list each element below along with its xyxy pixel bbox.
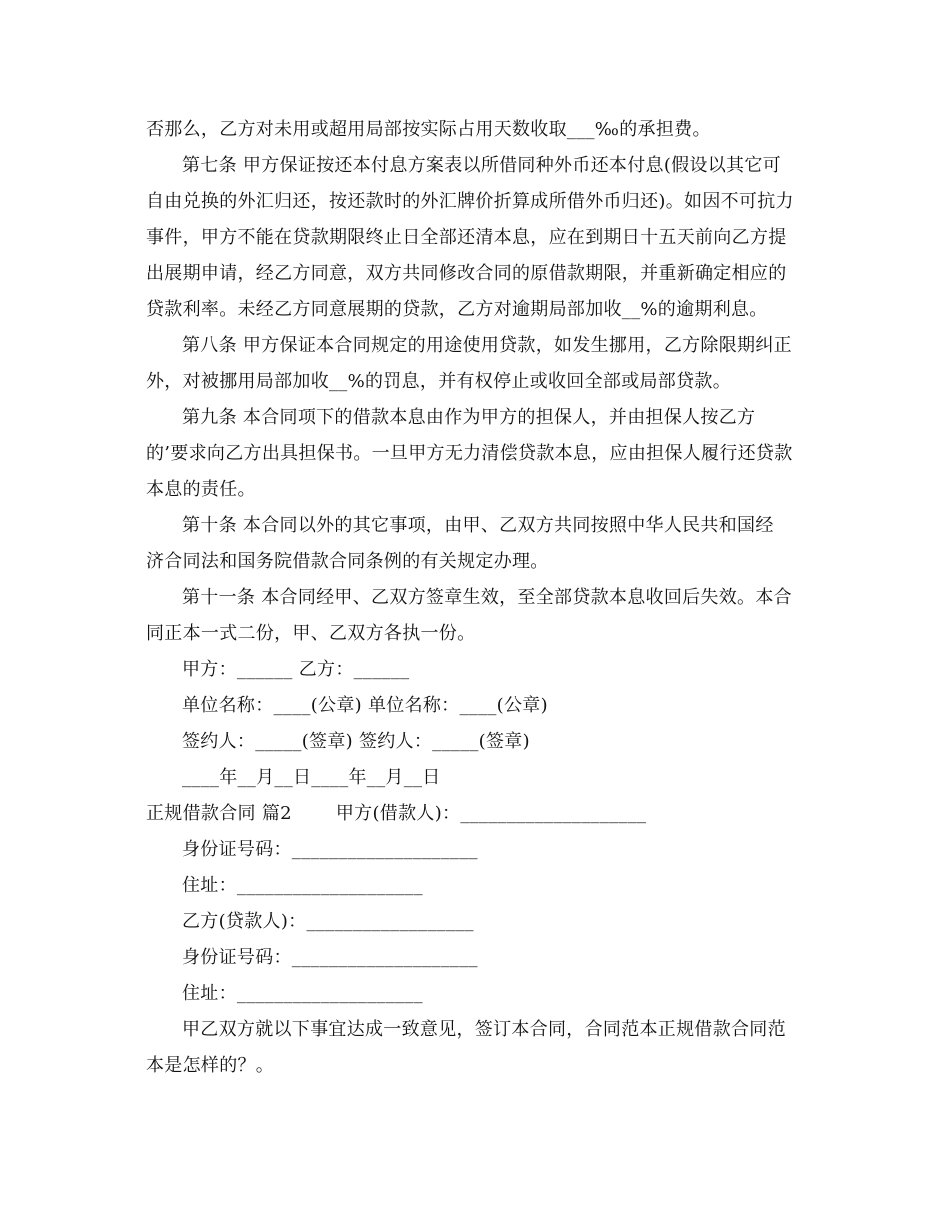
text-line: 甲方：______ 乙方：______: [182, 659, 410, 680]
borrower-field: 甲方(借款人)：____________________: [335, 803, 647, 824]
party-field-line: 住址：____________________: [182, 875, 423, 896]
party-field-line: 乙方(贷款人)：__________________: [182, 911, 474, 932]
text-line: 的’要求向乙方出具担保书。一旦甲方无力清偿贷款本息，应由担保人履行还贷款: [146, 443, 793, 464]
text-line: 贷款利率。未经乙方同意展期的贷款，乙方对逾期局部加收__%的逾期利息。: [146, 299, 768, 320]
text-line: 第七条 甲方保证按还本付息方案表以所借同种外币还本付息(假设以其它可: [182, 155, 781, 176]
text-line: 单位名称：____(公章) 单位名称：____(公章): [182, 695, 548, 716]
contract-body: [146, 112, 806, 796]
text-line: 济合同法和国务院借款合同条例的有关规定办理。: [146, 551, 549, 572]
section-heading-line: [146, 796, 806, 832]
text-line: 签约人：_____(签章) 签约人：_____(签章): [182, 731, 530, 752]
text-line: 外，对被挪用局部加收__%的罚息，并有权停止或收回全部或局部贷款。: [146, 371, 731, 392]
closing-paragraph: [146, 1012, 806, 1084]
party-field-line: 身份证号码：____________________: [182, 839, 478, 860]
party-field-line: 住址：____________________: [182, 983, 423, 1004]
text-line: 同正本一式二份，甲、乙双方各执一份。: [146, 623, 476, 644]
text-line: 第十一条 本合同经甲、乙双方签章生效，至全部贷款本息收回后失效。本合: [182, 587, 792, 608]
party-field-line: 身份证号码：____________________: [182, 947, 478, 968]
text-line: 第八条 甲方保证本合同规定的用途使用贷款，如发生挪用，乙方除限期纠正: [182, 335, 792, 356]
text-line: 出展期申请，经乙方同意，双方共同修改合同的原借款期限，并重新确定相应的: [146, 263, 787, 284]
text-line: ____年__月__日____年__月__日: [182, 767, 441, 788]
text-line: 本是怎样的？。: [146, 1055, 275, 1076]
text-line: 否那么，乙方对未用或超用局部按实际占用天数收取___‰的承担费。: [146, 119, 711, 140]
document-page: [146, 112, 806, 1084]
text-line: 自由兑换的外汇归还，按还款时的外汇牌价折算成所借外币归还)。如因不可抗力: [146, 191, 794, 212]
text-line: 甲乙双方就以下事宜达成一致意见，签订本合同，合同范本正规借款合同范: [182, 1019, 786, 1040]
text-line: 第九条 本合同项下的借款本息由作为甲方的担保人，并由担保人按乙方: [182, 407, 756, 428]
text-line: 本息的责任。: [146, 479, 256, 500]
text-line: 第十条 本合同以外的其它事项，由甲、乙双方共同按照中华人民共和国经: [182, 515, 774, 536]
text-line: 事件，甲方不能在贷款期限终止日全部还清本息，应在到期日十五天前向乙方提: [146, 227, 787, 248]
section-title: 正规借款合同 篇2: [146, 803, 292, 824]
party-fields: [146, 832, 806, 1012]
